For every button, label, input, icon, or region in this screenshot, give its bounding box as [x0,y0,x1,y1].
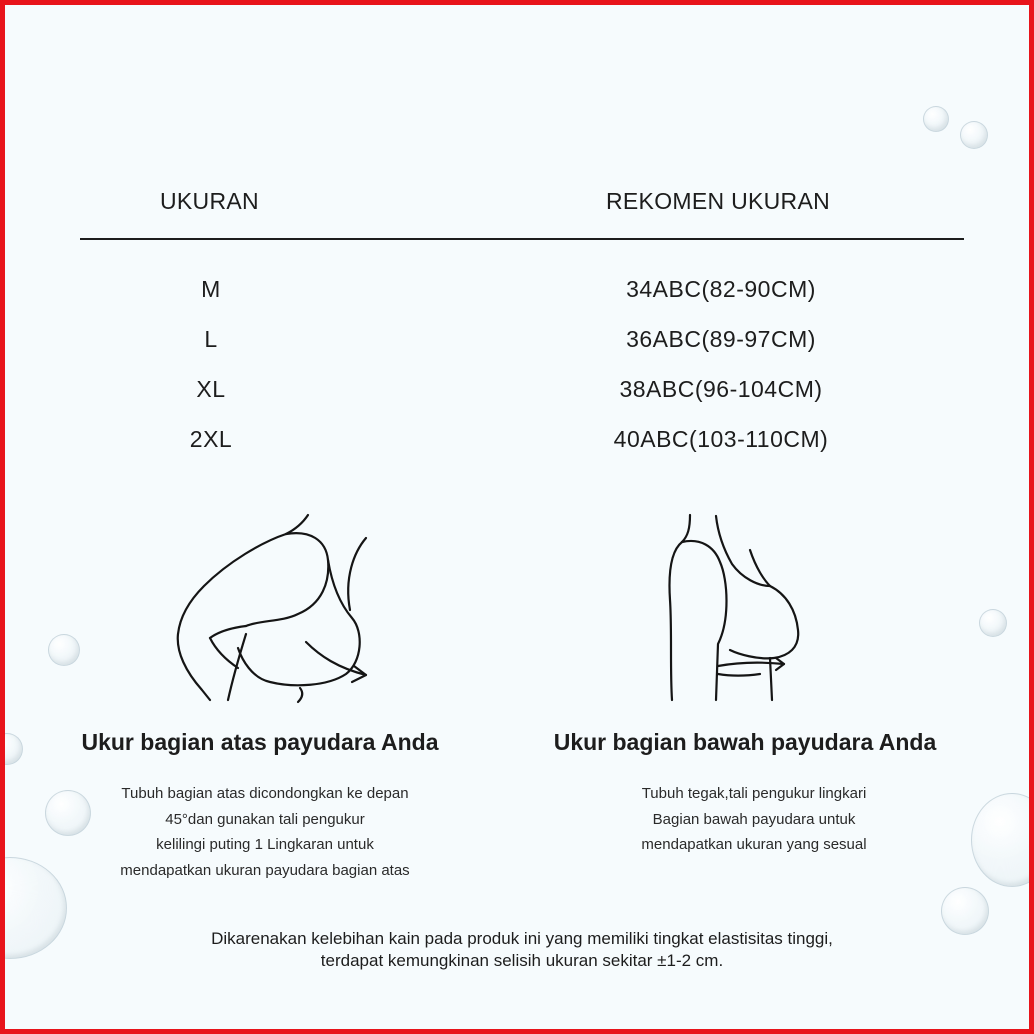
recommendation-cell: 34ABC(82-90CM) [626,276,816,302]
description-line: mendapatkan ukuran payudara bagian atas [120,861,410,879]
description-line: Tubuh bagian atas dicondongkan ke depan [121,785,409,802]
table-row [5,326,1034,362]
bubble-decoration [960,121,988,149]
underbust-step-description [554,781,954,858]
table-row [5,426,1034,462]
size-cell: L [204,326,218,352]
bubble-decoration [923,106,949,132]
elasticity-note [122,928,922,972]
bubble-decoration [0,733,23,765]
header-divider [80,238,964,240]
bubble-decoration [48,634,80,666]
bubble-decoration [941,887,989,935]
bubble-decoration [0,857,67,959]
recommendation-cell: 36ABC(89-97CM) [626,326,816,352]
size-cell: 2XL [189,426,233,452]
table-row [5,376,1034,412]
upper-bust-step-title: Ukur bagian atas payudara Anda [81,729,439,755]
note-line: Dikarenakan kelebihan kain pada produk ini yang memiliki tingkat elastisitas tinggi, [211,929,833,948]
recommendation-cell: 40ABC(103-110CM) [613,426,829,452]
size-cell: M [201,276,221,302]
description-line: 45°dan gunakan tali pengukur [165,810,365,828]
recommendation-cell: 38ABC(96-104CM) [619,376,823,402]
upper-bust-step-description [65,781,465,883]
table-row [5,276,1034,312]
underbust-measure-illustration [660,510,810,705]
recommendation-column-header: REKOMEN UKURAN [606,188,831,214]
bubble-decoration [971,793,1034,887]
size-column-header: UKURAN [160,188,259,214]
size-cell: XL [196,376,226,402]
note-line: terdapat kemungkinan selisih ukuran sekitar ±1-2 cm. [320,951,724,970]
description-line: mendapatkan ukuran yang sesual [641,836,867,853]
upper-bust-measure-illustration [170,510,375,705]
description-line: Bagian bawah payudara untuk [652,810,856,828]
underbust-step-title: Ukur bagian bawah payudara Anda [553,729,937,755]
description-line: kelilingi puting 1 Lingkaran untuk [156,836,374,853]
description-line: Tubuh tegak,tali pengukur lingkari [641,785,867,802]
bubble-decoration [979,609,1007,637]
